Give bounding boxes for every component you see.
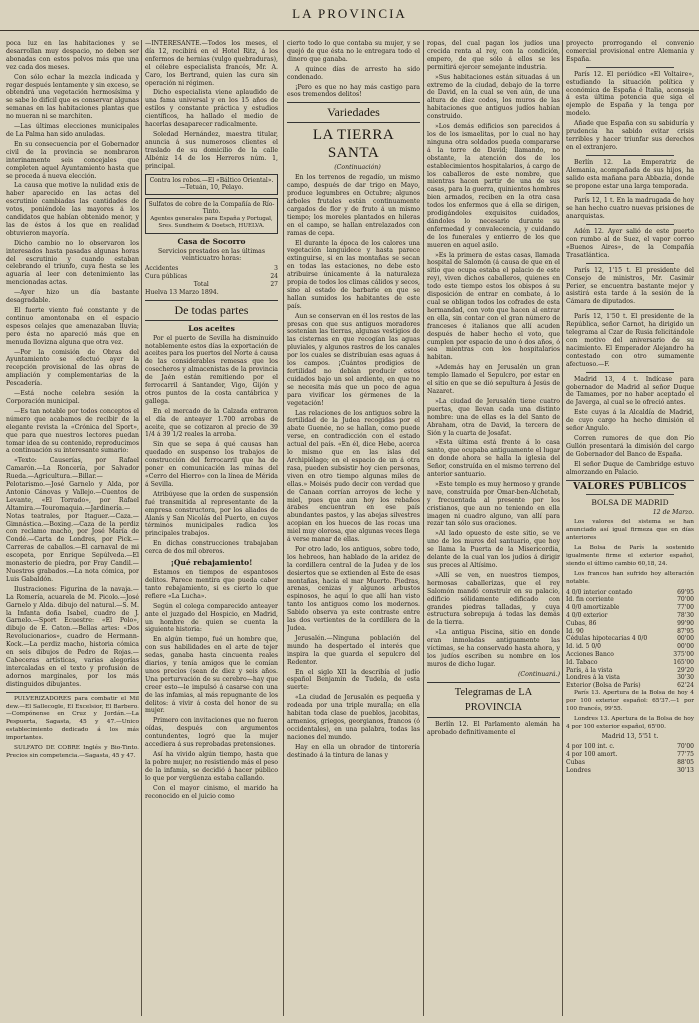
table-row (566, 759, 694, 767)
bolsa-note: Los valores del sistema se han anunciado así igual firmeza que en días anteriores (566, 519, 694, 542)
column-rule (423, 40, 424, 1016)
column-rule (283, 40, 284, 1016)
paragraph: »Es la primera de estas casas, llamada hospital de Salomón (á causa de que en el sitio que ocupa estaba el palacio de este rey), viven dichos caballeros, quienes en todo este tiempo estos los obispos á su disposición de entrar en combate, á lo cual se obligan todos los cofrades de esta hermandad, con voto que hacen al entrar en ella, sin contar con el gran número de franceses é italianos que allí acuden después de haber hecho el voto, que cumplen por espacio de uno ó dos años, ó sea mientras con los hospitalarios habitan. (427, 251, 560, 362)
advertisement-box (145, 174, 278, 195)
paragraph: »Además hay en Jerusalén un gran templo llamado el Sepulcro, por estar en el sitio en que se dió sepultura á Jesús de Nazaret. (427, 364, 560, 395)
advertisement-box (145, 198, 278, 234)
table-row (145, 273, 278, 281)
divider (566, 480, 694, 481)
paragraph: cierto todo lo que contaba su mujer, y se quejó de que ésta no le entregara todo el dinero que ganaba. (287, 40, 420, 63)
row-label: París, á la vista (566, 666, 613, 674)
table-row (566, 751, 694, 759)
paragraph: La causa que motive la nulidad exis de haber aparecido en las actas del escrutinio cambiadas las cantidades de votos, poniéndole las mayores á los candidatos que habían obtenido menor, y las de éstos á los que en realidad obtuvieron mayoría. (6, 182, 139, 237)
section-title: Variedades (327, 105, 380, 120)
column-2 (145, 40, 278, 1016)
paragraph: Aun se conservan en él los restos de las presas con que sus antiguos moradores sostenían las tierras, algunas vestigios de las cisternas en que recogían las aguas pluviales, y algunos rastros de los canales por los cuales se distribuían esas aguas á los campos. ¡Cuántos prodigios de fertilidad no debían producir estos cuidados bajo un sol ardiente, en que no se necesita más que un poco de agua para vivificar los gérmenes de la vegetación! (287, 312, 420, 407)
notice: —INTERESANTE.—Todos los meses, el día 12, recibirá en el Hotel Ritz, á los enfermos de hernias (vulgo quebraduras), el célebre especialista francés, Mr. A. Caro, los Bertrand, quien las cura sin operación ni régimen. (145, 40, 278, 87)
paragraph: Según el colega comparecido anteayer ante el juzgado del Hospicio, en Madrid, un hombre de quien se cuenta la siguiente historia: (145, 602, 278, 634)
paragraph: »Esta última está frente á lo casa santo, que ocupaba antiguamente el lugar en donde ahora se halla la iglesia del Señor, construída en el mismo terreno del anterior santuario. (427, 439, 560, 479)
paragraph: »Los demás edificios son parecidos á los de los ismaelitas, por lo cual no hay ninguna otra soldados pueda compararse á la torre de David; llamando, no obstante, la atención dos de los establecimientos hospitalarios, á cargo de los caballeros de este nombre, que mientras hacen partir de una de sus casas, para la guerra, quinientos hombres bien armados, reciben en la otra casa todos los enfermos que á ella se dirigen, prodigándoles exquisitos cuidados, dándoles lo necesario durante su enfermedad y convalecencia, y cuidando de los funerales y entierro de los que mueren en aquel asilo. (427, 123, 560, 249)
notice: Soledad Hernández, maestra titular, anuncia á sus numerosos clientes el traslado de su domicilio de la calle Albéniz 14 de los Herreros núm. 1, principal. (145, 130, 278, 170)
table-row (566, 604, 694, 612)
ad-contra: Contra los robos.—El «Báltico Oriental».—Tetuán, 10, Pelayo. (149, 176, 274, 191)
paragraph: Estamos en tiempos de espantosos delitos. Parece mentira que pueda caber tanto rebajamiento, si es cierto lo que refiere «La Lucha». (145, 569, 278, 600)
row-value: 165'00 (673, 658, 694, 666)
advertisement: SULFATO DE COBRE Inglés y Bio-Tinto. Precios sin competencia.—Sagasta, 45 y 47. (6, 745, 139, 759)
section-header-box (287, 102, 420, 123)
madrid-date: Madrid 13, 5'51 t. (601, 733, 659, 741)
table-row (145, 281, 278, 289)
news-item: Este cuyas á la Alcaldía de Madrid, de cuyo cargo ha hecho dimisión el señor Angulo. (566, 409, 694, 433)
row-label: 4 0/0 exterior (566, 611, 608, 619)
paragraph: —Es tan notable por todos conceptos el número que acabamos de recibir de la elegante revista la «Crónica del Sport», que para que nuestros lectores puedan tomar idea de su contenido, reproducimos a continuación su interesante sumario: (6, 407, 139, 455)
bolsa-line: Los francos han sufrido hoy alteración notable. (566, 570, 694, 585)
section-header-box (427, 682, 560, 718)
paragraph: —Las últimas elecciones municipales de La Palma han sido anuladas. (6, 123, 139, 138)
section-title: Telegramas de LA PROVINCIA (454, 686, 533, 713)
column-rule (141, 40, 142, 1016)
news-item: Adén 12. Ayer salió de este puerto con rumbo al de Suez, el vapor correo «Buenos Aires», de la Compañía Trasatlántica. (566, 228, 694, 259)
row-value: 3 (274, 265, 278, 273)
madrid-table (566, 743, 694, 774)
table-row (566, 628, 694, 636)
paragraph: —Ayer hizo un día bastante desagradable. (6, 289, 139, 305)
row-label: 4 0/0 amortizable (566, 604, 620, 612)
row-value: 30'13 (677, 766, 694, 774)
row-value: 27 (270, 280, 278, 288)
paragraph: »Este templo es muy hermoso y grande nave, construída por Omar-ben-Alchetab, y frecuentada al presente por los cristianos, que aun no teniendo en ella imagen ni cuadro alguno, van allí para rezar tan sólo sus oraciones. (427, 480, 560, 528)
table-row (566, 596, 694, 604)
news-item: París 12, 1'50 t. El presidente de la República, señor Carnot, ha dirigido un telegrama al Czar de Rusia felicitándole con motivo del aniversario de su nacimiento. El Emperador Alejandro ha contestado con otro sumamente afectuoso.—F. (566, 313, 694, 368)
paragraph: Con sólo echar la mezcla indicada y regar después lentamente y sin exceso, se obtendrá una vegetación hermosísima y se sabe lo difícil que es conservar algunas semanas en las habitaciones plantas que no mueran ni se marchiten. (6, 73, 139, 121)
table-row (566, 674, 694, 682)
paragraph: —Está noche celebra sesión la Corporación municipal. (6, 390, 139, 405)
row-value: 70'00 (677, 743, 694, 751)
paragraph: Con el mayor cinismo, el marido ha reconocido en el juicio como (145, 784, 278, 800)
continuation-note: (Continuará.) (517, 670, 560, 678)
valores-title: VALORES PÚBLICOS (573, 481, 687, 492)
divider (586, 263, 674, 264)
ad-agentes: Agentes generales para España y Portugal, Sres. Sundheim & Doetsch, HUELVA. (150, 215, 273, 229)
paragraph: Jerusalén.—Ninguna población del mundo ha despertado el interés que inspira la que guarda el sepulcro del Redentor. (287, 634, 420, 666)
table-row (566, 651, 694, 659)
paragraph: poca luz en las habitaciones y se desarrollan muy despacio, no deben ser abonadas con estos polvos más que una vez cada dos meses. (6, 40, 139, 71)
row-label: Id. 90 (566, 627, 584, 635)
row-value: 87'95 (677, 627, 694, 635)
row-value: 77'75 (677, 751, 694, 759)
row-value: 78'30 (677, 611, 694, 619)
row-value: 70'00 (677, 596, 694, 604)
ad-sulfatos: Sulfatos de cobre de la Compañía de Río-Tinto. (148, 200, 275, 215)
row-value: 62'24 (677, 682, 694, 690)
paragraph: El durante la época de los calores una vegetación languidece y hasta parece extinguirse, si en las montañas se secan en todas las estaciones, no debe esto atribuirse únicamente á la naturaleza propia de todos los climas cálidos y secos, sino al estado de barbarie en que se hallan sumidos los habitantes de este país. (287, 239, 420, 310)
paragraph: »La antigua Piscina, sitio en donde eran inmoladas antiguamente las víctimas, se ha conservado hasta ahora, y los judíos escriben su nombre en los muros de dicho lugar. (427, 629, 560, 668)
valores-table (566, 589, 694, 690)
table-row (566, 767, 694, 775)
notice: Dicho especialista viene aplaudido de una fama universal y en los 15 años de estilos y constante práctica y estudios científicos, ha hallado el medio de hacerlas desaparecer radicalmente. (145, 89, 278, 129)
table-row (566, 659, 694, 667)
news-item: El señor Duque de Cambridge estuvo almorzando en Palacio. (566, 460, 694, 476)
paragraph: »La ciudad de Jerusalén tiene cuatro puertas, que llevan cada una distinto nombre: una de ellas es la del Santo de Abraham, otra de David, la tercera de Sión y la cuarta de Josafat. (427, 397, 560, 437)
paragraph: En el mercado de la Calzada entraron el día de anteayer 1.700 arrobas de aceite, que se cotizaron al precio de 39 1/4 á 39 1/2 reales la arroba. (145, 407, 278, 439)
paragraph: Dicho cambio no lo observaron los interesados hasta pasadas algunas horas del escrutinio y cuando estaban celebrando el triunfo, cuya fiesta se les aguaría al leer con detenimiento las mencionadas actas. (6, 239, 139, 287)
row-value: 88'05 (677, 758, 694, 766)
paragraph: Así ha vivido algún tiempo, hasta que la pobre mujer, no resistiendo más el peso de la infamia, se decidió á hacer público lo que por vergüenza estaba callando. (145, 751, 278, 782)
paragraph: proyecto prorrogando el convenio comercial provisional entre Alemania y España. (566, 40, 694, 63)
table-row (566, 682, 694, 690)
paragraph: Sin que se sepa á qué causas han quedado en suspenso los trabajos de construcción del ferrocarril que ha de poner en comunicación las minas del «Cerro del Hierro» con la línea de Mérida á Sevilla. (145, 441, 278, 488)
table-row (566, 635, 694, 643)
row-value: 69'95 (677, 588, 694, 596)
paragraph: «La ciudad de Jerusalén es pequeña y rodeada por una triple muralla; en ella habitan toda clase de pueblos, jacobitas, armenios, griegos, georgianos, francos (ó occidentales), en una palabra, todas las naciones del mundo. (287, 694, 420, 741)
row-value: 77'00 (677, 604, 694, 612)
row-label: Id. fin corriente (566, 596, 614, 604)
paragraph: A quince días de arresto ha sido condenado. (287, 65, 420, 81)
paragraph: ¡Pero es que no hay más castigo para esos tremendos delitos! (287, 83, 420, 99)
subsection-title: ¡Qué rebajamiento! (170, 558, 253, 568)
divider (586, 193, 674, 194)
socorro-title: Casa de Socorro (177, 236, 246, 246)
paragraph: Primero con invitaciones que no fueron oídas, después con argumentos contundentes, logró que la mujer accediera á sus reprobadas pretensiones. (145, 717, 278, 749)
row-value: 30'30 (677, 674, 694, 682)
advertisement: PULVERIZADORES para combatir el Mil dew.—El Sallecogle, El Excelsior, El Barbero.—Compónense en Cruz y Jordán.—La Pespuerta, Sagasta, 45 y 47.—Unico establecimiento dedicado á los más importantes. (6, 695, 139, 742)
paragraph: »Sus habitaciones están situadas á un extremo de la ciudad, debajo de la torre de David, en la cual se ven aún, de una altura de diez codos, los muros de las habitaciones que antiguos judíos habían construido. (427, 73, 560, 121)
news-item: Corren rumores de que don Pío Gullón presentará la dimisión del cargo de Gobernador del Banco de España. (566, 434, 694, 458)
news-item: Berlín 12. La Emperatriz de Alemania, acompañada de sus hijos, ha salido esta mañana para Abbazia, donde se propone estar una larga temporada. (566, 158, 694, 190)
paragraph: Las relaciones de los antiguos sobre la fertilidad de la Judea recogidas por el abate Guenée, no se hallan, como puede verse, en contradicción con el estado actual del país. «En él, dice Hebe, acerca lo mismo que en las islas del Archipiélago; en el espacio de un á otra rasa, pueden subsistir hoy cien personas, viven en otro tiempo algunas miles de ellas.» Moisés pudo decir con verdad que de Canaan corrían arroyos de leche y miel, pues que aun hoy los rebaños árabes encuentran en ese país abundantes pastos, y las abejas silvestres acopian en los huecos de las rocas una miel muy olorosa, que algunas veces llega á verse manar de ellas. (287, 409, 420, 544)
row-label: Londres (566, 766, 591, 774)
news-item: Madrid 13, 4 t. Indícase para gobernador de Madrid al señor Duque de Tamames, por no haber aceptado el de Javerga, al cual se le ofreció antes. (566, 375, 694, 407)
row-label: Id. id. 5 0/0 (566, 643, 601, 651)
paragraph: En algún tiempo, fué un hombre que, con sus habilidades en el arte de tejer sedas, ganaba hasta cincuenta reales diarios, y tenía amigos que le comían unos precios (sean de diez y seis años. Una perturvación de su cerebro—hay que creer esto—le impulsó á casarse con una de las infamias, al más repugnante de los delitos: á vivir á costa del honor de su mujer. (145, 636, 278, 715)
socorro-subtitle: Servicios prestados en las últimas veinticuatro horas: (158, 247, 265, 263)
column-4 (427, 40, 560, 1016)
paragraph: Berlín 12. El Parlamento alemán ha aprobado definitivamente el (427, 720, 560, 736)
londres-bolsa-note: Londres 13. Apertura de la Bolsa de hoy 4 por 100 exterior español, 65'00. (566, 715, 694, 730)
row-label: Cédulas hipotecarias 4 0/0 (566, 635, 648, 643)
divider (6, 692, 139, 693)
date-line: Huelva 13 Marzo 1894. (145, 288, 219, 296)
column-1 (6, 40, 139, 1016)
table-row (566, 620, 694, 628)
paragraph: Ilustraciones: Figurina de la navaja.—La Romería, acuarela de M. Picolo.—José Garnelo y Alda. dibujo del natural.—S. M. la Infanta doña Isabel, cuadro de J. Garnelo.—Sport Ecuestre: «El Polo», dibujo de E. Caton.—Bellas artes: «Dos Revolucionarios», cuadro de Hermann-Kock.—La perdiz macho, historia cómica en seis dibujos de Pedro de Rojas.—Cabeceras artísticas, varias alegorías intercaladas en el texto y profusión de adornos marginales, por los más distinguidos dibujantes. (6, 585, 139, 688)
paragraph: En el siglo XII la describía el judío español Benjamín de Tudela, de esta suerte: (287, 668, 420, 692)
table-row (566, 643, 694, 651)
section-title: De todas partes (174, 302, 249, 317)
table-row (566, 612, 694, 620)
paragraph: El fuerte viento fué constante y de continuo amontonaba en el espacio espesos celajes que amenazaban lluvia; pero ésta no apareció más que en menuda llovizna alguna que otra vez. (6, 307, 139, 346)
subsection-title: Los aceites (188, 323, 235, 333)
paragraph: Por el puerto de Sevilla ha disminuído notablemente estos días la exportación de aceites para los puertos del Norte á causa de las considerables remesas que los cosecheros y almacenistas de la provincia de Jaén están remitiendo por el ferrocarril á Santander, Vigo, Gijón y otros puntos de la costa cantábrica y gallega. (145, 334, 278, 405)
row-label: Exterior (Bolsa de París) (566, 682, 641, 690)
table-row (566, 743, 694, 751)
row-value: 24 (270, 273, 278, 281)
row-value: 99'90 (677, 619, 694, 627)
paris-bolsa-note: París 13. Apertura de la Bolsa de hoy 4 por 100 exterior español: 65'37.—1 por 100 francés, 99'55. (566, 689, 694, 712)
row-label: 4 0/0 interior contado (566, 588, 633, 596)
paragraph: —Por la comisión de Obras del Ayuntamiento se efectuó ayer la recepción provisional de las obras de ampliación y complementarias de la Pescadería. (6, 348, 139, 388)
paragraph: Por otro lado, los antiguos, sobre todo, los hebreos, han hablado de la aridez de la cordillera central de la Judea y de los desiertos que se extienden al Este de esas montañas, hacia el mar Muerto. Piedras, arenas, cenizas y algunos arbustos espinosos, he aquí lo que allí han visto tanto los antiguos como los modernos. Sabido observa ya este contraste entre las dos vertientes de la cordillera de la Judea. (287, 545, 420, 632)
divider (586, 224, 674, 225)
divider (586, 309, 674, 310)
paragraph: Atribúyese que la orden de suspensión fué transmitida al representante de la empresa constructora, por los aliados de Alanís y San Nicolás del Puerto, en cuyos términos municipales radica los principales trabajos. (145, 490, 278, 538)
table-row (566, 667, 694, 675)
column-3 (287, 40, 420, 1016)
bolsa-title: BOLSA DE MADRID (591, 498, 669, 508)
section-header-box (145, 300, 278, 321)
row-label: Cubas (566, 758, 585, 766)
socorro-table (145, 265, 278, 288)
row-value: 00'00 (677, 643, 694, 651)
masthead (0, 0, 699, 31)
article-title: LA TIERRA SANTA (312, 127, 395, 162)
paragraph: »Allí se ven, en nuestros tiempos, hermosas caballerizas, que el rey Salomón mandó construir en su palacio, edificio sólidamente edificado con grandes piedras talladas, y cuya estructura sobrepuja á todas las demás de la tierra. (427, 571, 560, 627)
news-item: París 12. El periódico «El Voltaire», estudiando la situación política y económica de España é Italia, aconseja á esta última potencia que siga el ejemplo de España y la tenga por modelo. (566, 70, 694, 118)
row-label: Id. Tabaco (566, 658, 598, 666)
divider (586, 494, 674, 495)
row-label: Total (193, 280, 209, 288)
paragraph: «Texto: Causerías, por Rafael Camarón.—La Roncería, por Salvador Rueda.—Agricultura.—Billar.—Pelotarismo.—José Garnelo y Alda, por Antonio Cánovas y Vallejo.—Cuentos de Levante, «El Torrado», por Rafael Altamira.—Touromaquia.—Jardinería.—Notas teatrales, por Itaguer.—Caza.—Gimnástica.—Boxing.—Caza de la perdiz con reclamo macho, por José María de Condé.—Carta de Londres, por Pick.—Carreras de caballos.—El carnaval de mi escopeta, por Enrique Sepúlveda.—El monasterio de piedra, por Fray Candil.—Nuestros grabados.—La nota cómica, por Luis Gabaldón. (6, 457, 139, 583)
bolsa-line: La Bolsa de París la sostenido igualmente firme el exterior español, siendo el último cambio 60,18, 24. (566, 545, 694, 567)
row-label: Londres á la vista (566, 674, 620, 682)
divider (586, 372, 674, 373)
divider (586, 155, 674, 156)
row-value: 375'00 (673, 650, 694, 658)
paragraph: »Al lado opuesto de este sitio, se ve uno de los muros del santuario, que hoy se llama la Puerta de la Misericordia, delante de la cual van los judíos á dirigir sus preces al Altísimo. (427, 530, 560, 569)
table-row (145, 265, 278, 273)
paragraph: En dichas construcciones trabajaban cerca de dos mil obreros. (145, 540, 278, 556)
row-value: 29'20 (677, 666, 694, 674)
row-value: 00'00 (677, 635, 694, 643)
row-label: Acciones Banco (566, 650, 614, 658)
newspaper-title: LA PROVINCIA (292, 6, 407, 21)
column-rule (562, 40, 563, 1016)
row-label: Accidentes (145, 265, 179, 273)
news-item: París 12, 1'15 t. El presidente del Consejo de ministros, Mr. Casimir Perier, se encuentra bastante mejor y asistirá esta tarde á la sesión de la Cámara de diputados. (566, 266, 694, 306)
paragraph: En su consecuencia por el Gobernador civil de la provincia se nombraron interinamente seis concejales que completen aquel Ayuntamiento hasta que se proceda á nueva elección. (6, 140, 139, 180)
divider (586, 67, 674, 68)
row-label: Cubas, 86 (566, 619, 597, 627)
news-item: París 12, 1 t. En la madrugada de hoy se han hecho cuatro nuevas prisiones de anarquistas. (566, 197, 694, 221)
row-label: 4 por 100 amort. (566, 751, 618, 759)
row-label: 4 por 100 int. c. (566, 743, 615, 751)
paragraph: Hay en ella un obrador de tintorería destinado á la tintura de lanas y (287, 743, 420, 759)
column-5 (566, 40, 694, 1016)
row-label: Cura públicas (145, 273, 188, 281)
news-item: Añade que España con su sabiduría y prudencia ha sabido evitar crisis terribles y hacer triunfar sus derechos en el extranjero. (566, 120, 694, 151)
bolsa-date: 12 de Marzo. (652, 509, 694, 517)
paragraph: En los terrenos de regadío, un mismo campo, después de dar trigo en Mayo, produce legumbres en Octubre; algunos árboles frutales están continuamente cargados de flor y de fruto á un mismo tiempo; los moreles plantados en hileras en el campo, se hallan entrelazados con ramas de cepa. (287, 174, 420, 237)
article-continuation: (Continuación) (334, 164, 381, 172)
table-row (566, 589, 694, 597)
paragraph: ropas, del cual pagan los judíos una crecida renta al rey, con la condición, empero, de que sólo á ellos se les permitirá ejercer semejante industria. (427, 40, 560, 71)
